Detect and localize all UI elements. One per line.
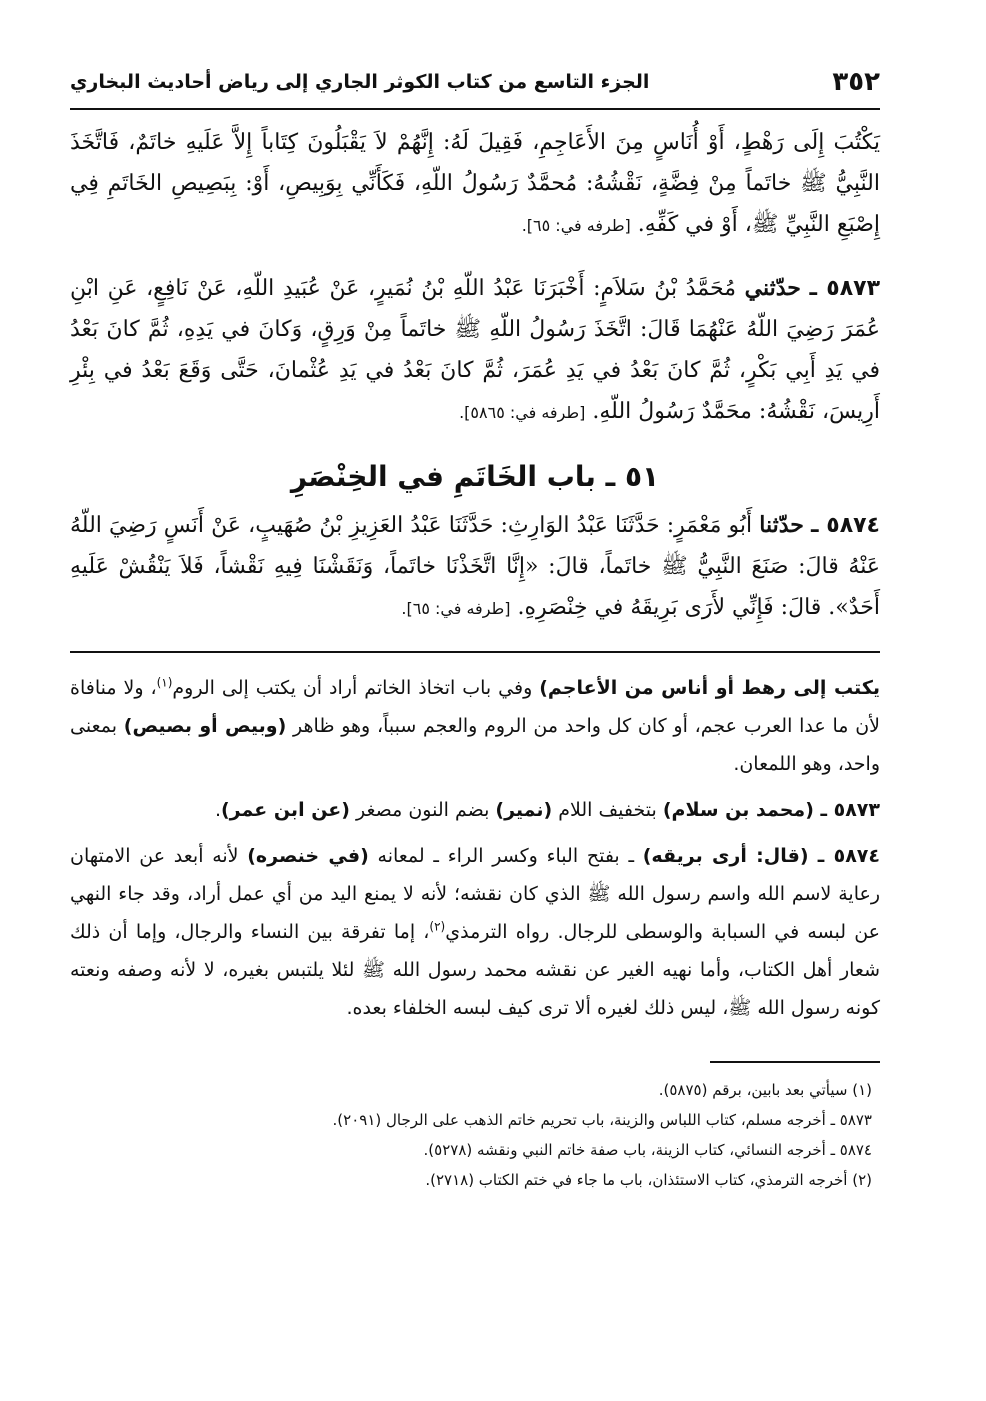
commentary-text: ـ بفتح الباء وكسر الراء ـ لمعانه: [368, 845, 643, 867]
footnote: (٢) أخرجه الترمذي، كتاب الاستئذان، باب ما جاء في ختم الكتاب (٢٧١٨).: [425, 1171, 872, 1189]
page-number: ٣٥٢: [832, 67, 880, 97]
commentary-text: لأنه أبعد عن الامتهان رعاية لاسم الله واسم رسول الله ﷺ الذي كان نقشه؛ لأنه لا يمنع اليد من أي عمل أراد، وقد جاء النهي عن لبسه في السبابة والوسطى للرجال. رواه الترمذي: [70, 845, 880, 943]
commentary-paragraph: [70, 669, 880, 783]
commentary-text: بمعنى واحد، وهو اللمعان.: [70, 715, 880, 775]
hadith-number: ٥٨٧٤ ـ: [810, 513, 880, 538]
commentary-lemma: ٥٨٧٣ ـ (محمد بن سلام): [662, 799, 880, 821]
commentary-paragraph: [70, 837, 880, 1027]
commentary-text: وفي باب اتخاذ الخاتم أراد أن يكتب إلى الروم: [172, 677, 540, 699]
commentary-text: ، إما تفرقة بين النساء والرجال، وإما أن ذلك شعار أهل الكتاب، وأما نهيه الغير عن نقشه محمد رسول الله ﷺ لئلا يلتبس بغيره، لا لأنه وصفه ونعته كونه رسول الله ﷺ، ليس ذلك لغيره ألا ترى كيف لبسه الخلفاء بعده.: [70, 921, 880, 1019]
hadith-5874: [70, 505, 880, 629]
hadith-text: أَبُو مَعْمَرٍ: حَدَّثَنَا عَبْدُ الوَارِثِ: حَدَّثَنَا عَبْدُ العَزِيزِ بْنُ صُهَيبٍ، عَنْ أَنَسٍ رَضِيَ اللّهُ عَنْهُ قالَ: صَنَعَ النَّبِيُّ ﷺ خاتَماً، قالَ: «إِنَّا اتَّخَذْنَا خاتَماً، وَنَقَشْنَا فِيهِ نَقْشاً، فَلاَ يَنْقُشْ عَلَيهِ أَحَدٌ». قالَ: فَإِنِّي لأَرَى بَرِيقَهُ في خِنْصَرِهِ.: [70, 513, 880, 620]
commentary-lemma: (وبيص أو بصيص): [123, 715, 287, 737]
footnote-marker: (٢): [429, 919, 446, 934]
footnote: ٥٨٧٤ ـ أخرجه النسائي، كتاب الزينة، باب صفة خاتم النبي ونقشه (٥٢٧٨).: [423, 1141, 872, 1159]
cross-reference: [طرفه في: ٦٥].: [521, 216, 631, 235]
hadith-continuation: [70, 122, 880, 246]
hadith-narrator-formula: حدّثني: [744, 275, 801, 301]
commentary-text: بتخفيف اللام: [552, 799, 663, 821]
hadith-narrator-formula: حدّثنا: [759, 512, 804, 538]
commentary-lemma: (نمير): [495, 799, 553, 821]
commentary-text: ، ولا منافاة لأن ما عدا العرب عجم، أو كان كل واحد من الروم والعجم سبباً، وهو ظاهر: [70, 677, 880, 737]
footnote: ٥٨٧٣ ـ أخرجه مسلم، كتاب اللباس والزينة، باب تحريم خاتم الذهب على الرجال (٢٠٩١).: [332, 1111, 872, 1129]
commentary-lemma: ٥٨٧٤ ـ (قال: أرى بريقه): [642, 845, 880, 867]
footnote-marker: (١): [156, 675, 173, 690]
section-divider: [70, 651, 880, 653]
footnote: (١) سيأتي بعد بابين، برقم (٥٨٧٥).: [658, 1081, 872, 1099]
hadith-5873: [70, 268, 880, 433]
book-page: [70, 60, 880, 1195]
commentary-lemma: يكتب إلى رهط أو أناس من الأعاجم): [539, 677, 880, 699]
hadith-text: مُحَمَّدُ بْنُ سَلاَمٍ: أَخْبَرَنَا عَبْدُ اللّهِ بْنُ نُمَيرٍ، عَنْ عُبَيدِ اللّهِ، عَنْ نَافِعٍ، عَنِ ابْنِ عُمَرَ رَضِيَ اللّهُ عَنْهُمَا قَالَ: اتَّخَذَ رَسُولُ اللّهِ ﷺ خاتَماً مِنْ وَرِقٍ، وَكانَ في يَدِهِ، ثُمَّ كانَ بَعْدُ في يَدِ أَبِي بَكْرٍ، ثُمَّ كانَ بَعْدُ في يَدِ عُمَرَ، ثُمَّ كانَ بَعْدُ في يَدِ عُثْمانَ، حَتَّى وَقَعَ بَعْدُ في بِئْرِ أَرِيسَ، نَقْشُهُ: محَمَّدٌ رَسُولُ اللّهِ.: [70, 276, 880, 424]
footnote-divider: [710, 1061, 880, 1063]
commentary-paragraph: [70, 791, 880, 829]
cross-reference: [طرفه في: ٥٨٦٥].: [459, 403, 586, 422]
chapter-heading: ٥١ ـ باب الخَاتَمِ في الخِنْصَرِ: [290, 460, 660, 493]
hadith-text: يَكْتُبَ إِلَى رَهْطٍ، أَوْ أُنَاسٍ مِنَ الأَعَاجِمِ، فَقِيلَ لَهُ: إِنَّهُمْ لاَ يَقْبَلُونَ كِتَاباً إِلاَّ عَلَيهِ خاتَمٌ، فَاتَّخَذَ النَّبِيُّ ﷺ خاتَماً مِنْ فِضَّةٍ، نَقْشُهُ: مُحمَّدٌ رَسُولُ اللّهِ، فَكَأَنِّي بِوَبِيصِ، أَوْ: بِبَصِيصِ الخَاتَمِ فِي إِصْبَعِ النَّبِيِّ ﷺ، أَوْ في كَفِّهِ.: [70, 130, 880, 237]
commentary-text: بضم النون مصغر: [349, 799, 496, 821]
running-title: الجزء التاسع من كتاب الكوثر الجاري إلى رياض أحاديث البخاري: [70, 71, 650, 93]
commentary-lemma: (في خنصره): [247, 845, 369, 867]
cross-reference: [طرفه في: ٦٥].: [401, 599, 511, 618]
hadith-number: ٥٨٧٣ ـ: [809, 276, 880, 301]
running-header: [70, 60, 880, 110]
commentary-text: .: [214, 799, 221, 821]
commentary-lemma: (عن ابن عمر): [221, 799, 350, 821]
